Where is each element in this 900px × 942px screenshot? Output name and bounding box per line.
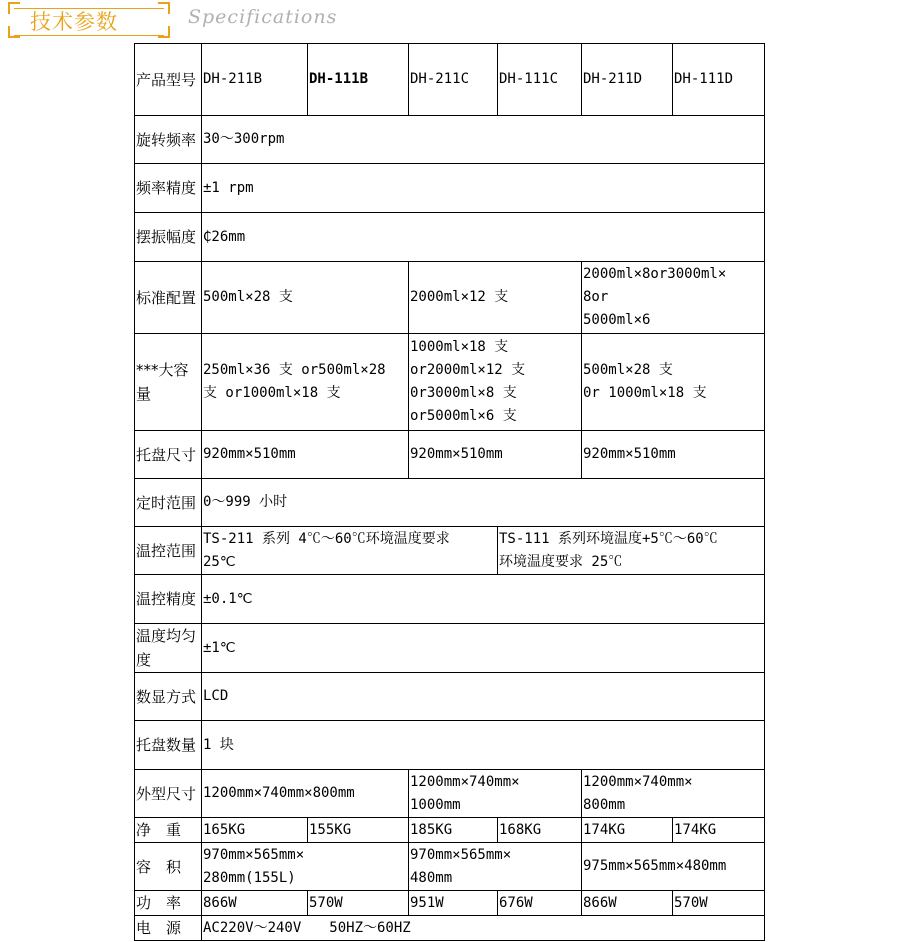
spec-value: AC220V～240V 50HZ～60HZ	[202, 916, 765, 941]
spec-value: 1200mm×740mm×800mm	[202, 770, 409, 818]
corner-ornament-icon	[8, 2, 20, 14]
table-row	[135, 770, 765, 818]
spec-value: 168KG	[498, 818, 582, 843]
table-row	[135, 891, 765, 916]
row-label: 净 重	[135, 818, 202, 843]
table-row	[135, 721, 765, 770]
model-cell: DH-111D	[673, 44, 765, 116]
table-row	[135, 818, 765, 843]
row-label: 定时范围	[135, 479, 202, 527]
spec-value: 30～300rpm	[202, 116, 765, 164]
spec-value	[409, 334, 582, 431]
row-label: 频率精度	[135, 164, 202, 213]
spec-table	[134, 43, 765, 941]
text-line: 2000ml×8or3000ml×	[583, 266, 727, 282]
row-label: 电 源	[135, 916, 202, 941]
corner-ornament-icon	[158, 26, 170, 38]
table-row	[135, 334, 765, 431]
row-label: 旋转频率	[135, 116, 202, 164]
text-line: TS-111 系列环境温度+5℃～60℃	[499, 530, 718, 547]
spec-value: 920mm×510mm	[409, 431, 582, 479]
spec-value: 165KG	[202, 818, 308, 843]
spec-value	[202, 527, 498, 575]
spec-value: 185KG	[409, 818, 498, 843]
table-row	[135, 527, 765, 575]
spec-value: 2000ml×12 支	[409, 262, 582, 334]
spec-value	[498, 527, 765, 575]
spec-value: 0～999 小时	[202, 479, 765, 527]
row-label: ***大容量	[135, 334, 202, 431]
spec-value: LCD	[202, 673, 765, 721]
table-row	[135, 164, 765, 213]
table-row	[135, 262, 765, 334]
text-line: 8or	[583, 289, 609, 305]
table-row	[135, 575, 765, 624]
spec-value: ₵26mm	[202, 213, 765, 262]
table-row	[135, 116, 765, 164]
spec-value: 1 块	[202, 721, 765, 770]
text-line: 环境温度要求 25℃	[499, 553, 623, 570]
spec-value	[409, 843, 582, 891]
text-line: or2000ml×12 支	[410, 362, 526, 378]
spec-value: ±1 rpm	[202, 164, 765, 213]
text-line: 280mm(155L)	[203, 869, 296, 886]
table-row	[135, 916, 765, 941]
spec-value: 975mm×565mm×480mm	[582, 843, 765, 891]
text-line: 5000ml×6	[583, 312, 651, 328]
spec-value: 570W	[308, 891, 409, 916]
spec-value: 676W	[498, 891, 582, 916]
spec-value: 570W	[673, 891, 765, 916]
spec-value	[409, 770, 582, 818]
text-line: 970mm×565mm×	[203, 846, 305, 863]
text-line: 0r3000ml×8 支	[410, 385, 517, 401]
spec-value: 500ml×28 支	[202, 262, 409, 334]
row-label: 数显方式	[135, 673, 202, 721]
table-row	[135, 843, 765, 891]
text-line: 480mm	[410, 869, 453, 886]
spec-value: 866W	[582, 891, 673, 916]
table-row	[135, 431, 765, 479]
spec-value	[582, 262, 765, 334]
title-badge	[8, 2, 170, 38]
row-label: 摆振幅度	[135, 213, 202, 262]
table-row	[135, 624, 765, 673]
model-cell: DH-211B	[202, 44, 308, 116]
row-label: 功 率	[135, 891, 202, 916]
spec-value: 174KG	[582, 818, 673, 843]
text-line: TS-211 系列 4℃～60℃环境温度要求	[203, 530, 450, 547]
table-row	[135, 673, 765, 721]
text-line: 1000ml×18 支	[410, 339, 509, 355]
table-row	[135, 44, 765, 116]
row-label: 外型尺寸	[135, 770, 202, 818]
row-label: 托盘数量	[135, 721, 202, 770]
row-label: 容 积	[135, 843, 202, 891]
model-cell: DH-111C	[498, 44, 582, 116]
text-line: 500ml×28 支	[583, 362, 673, 378]
row-label: 温度均匀度	[135, 624, 202, 673]
spec-value: ±1℃	[202, 624, 765, 673]
spec-value	[582, 770, 765, 818]
model-cell: DH-211C	[409, 44, 498, 116]
text-line: 1200mm×740mm×	[583, 773, 693, 790]
text-line: 1200mm×740mm×	[410, 773, 520, 790]
text-line: 970mm×565mm×	[410, 846, 512, 863]
text-line: 25℃	[203, 553, 236, 570]
spec-value: ±0.1℃	[202, 575, 765, 624]
spec-value	[582, 334, 765, 431]
row-label: 温控范围	[135, 527, 202, 575]
section-header	[0, 0, 900, 44]
model-cell: DH-211D	[582, 44, 673, 116]
model-cell: DH-111B	[308, 44, 409, 116]
row-label: 标准配置	[135, 262, 202, 334]
table-row	[135, 479, 765, 527]
spec-value: 920mm×510mm	[202, 431, 409, 479]
section-subtitle: Specifications	[188, 6, 338, 28]
spec-value: 155KG	[308, 818, 409, 843]
text-line: 1000mm	[410, 796, 461, 813]
table-row	[135, 213, 765, 262]
spec-value	[202, 843, 409, 891]
text-line: 支 or1000ml×18 支	[203, 385, 341, 401]
spec-value: 951W	[409, 891, 498, 916]
spec-value	[202, 334, 409, 431]
text-line: or5000ml×6 支	[410, 408, 517, 424]
text-line: 0r 1000ml×18 支	[583, 385, 707, 401]
spec-value: 920mm×510mm	[582, 431, 765, 479]
row-label: 产品型号	[135, 44, 202, 116]
text-line: 250ml×36 支 or500ml×28	[203, 362, 386, 378]
spec-value: 174KG	[673, 818, 765, 843]
spec-value: 866W	[202, 891, 308, 916]
row-label: 托盘尺寸	[135, 431, 202, 479]
corner-ornament-icon	[158, 2, 170, 14]
text-line: 800mm	[583, 796, 626, 813]
row-label: 温控精度	[135, 575, 202, 624]
section-title: 技术参数	[30, 10, 118, 34]
corner-ornament-icon	[8, 26, 20, 38]
